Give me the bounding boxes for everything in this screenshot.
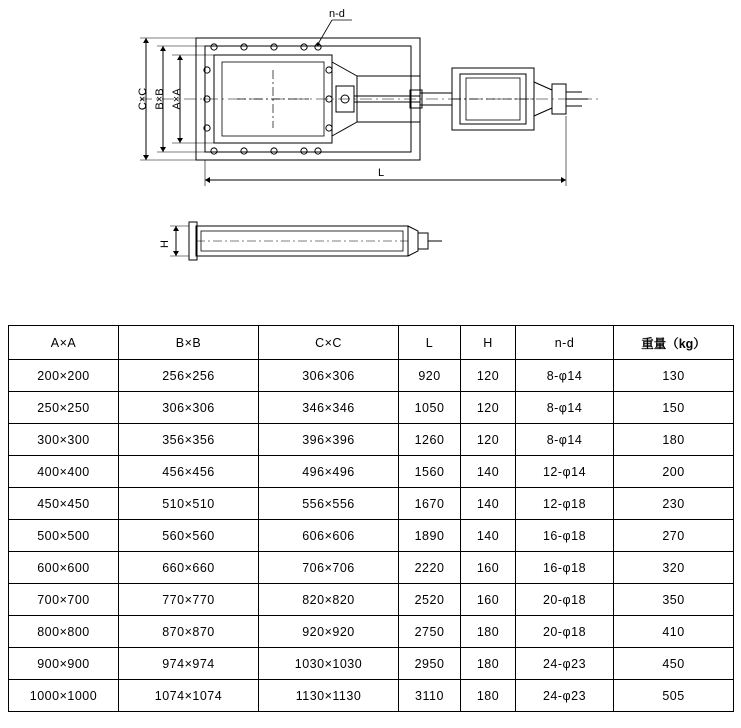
cell-nd: 16-φ18 — [516, 552, 614, 584]
cell-axa: 800×800 — [9, 616, 119, 648]
cell-cxc: 556×556 — [259, 488, 399, 520]
technical-drawing — [0, 0, 741, 310]
cell-nd: 12-φ18 — [516, 488, 614, 520]
column-header-cxc: C×C — [259, 326, 399, 360]
cell-cxc: 606×606 — [259, 520, 399, 552]
cell-nd: 8-φ14 — [516, 424, 614, 456]
cell-nd: 24-φ23 — [516, 648, 614, 680]
cell-cxc: 396×396 — [259, 424, 399, 456]
cell-h: 140 — [461, 488, 516, 520]
cell-bxb: 660×660 — [119, 552, 259, 584]
cell-weight: 450 — [614, 648, 734, 680]
cell-cxc: 920×920 — [259, 616, 399, 648]
cell-nd: 12-φ14 — [516, 456, 614, 488]
cell-axa: 200×200 — [9, 360, 119, 392]
cell-h: 120 — [461, 392, 516, 424]
cell-h: 120 — [461, 360, 516, 392]
cell-weight: 270 — [614, 520, 734, 552]
cell-bxb: 306×306 — [119, 392, 259, 424]
cell-l: 2750 — [399, 616, 461, 648]
table-body — [9, 360, 734, 712]
cell-h: 140 — [461, 456, 516, 488]
label-cxc: C×C — [137, 87, 149, 111]
table-row — [9, 616, 734, 648]
cell-weight: 505 — [614, 680, 734, 712]
cell-l: 1560 — [399, 456, 461, 488]
cell-nd: 24-φ23 — [516, 680, 614, 712]
cell-l: 1260 — [399, 424, 461, 456]
cell-nd: 8-φ14 — [516, 360, 614, 392]
cell-cxc: 706×706 — [259, 552, 399, 584]
cell-bxb: 1074×1074 — [119, 680, 259, 712]
label-axa: A×A — [171, 88, 183, 110]
cell-h: 140 — [461, 520, 516, 552]
label-n-d: n-d — [329, 8, 345, 20]
cell-cxc: 306×306 — [259, 360, 399, 392]
spec-table-container — [8, 325, 733, 712]
cell-l: 2220 — [399, 552, 461, 584]
cell-bxb: 770×770 — [119, 584, 259, 616]
cell-weight: 230 — [614, 488, 734, 520]
cell-l: 2950 — [399, 648, 461, 680]
cell-axa: 450×450 — [9, 488, 119, 520]
cell-axa: 600×600 — [9, 552, 119, 584]
cell-weight: 130 — [614, 360, 734, 392]
column-header-h: H — [461, 326, 516, 360]
cell-weight: 320 — [614, 552, 734, 584]
specification-table — [8, 325, 734, 712]
cell-axa: 300×300 — [9, 424, 119, 456]
cell-l: 920 — [399, 360, 461, 392]
table-row — [9, 552, 734, 584]
cell-weight: 150 — [614, 392, 734, 424]
cell-axa: 500×500 — [9, 520, 119, 552]
cell-axa: 900×900 — [9, 648, 119, 680]
cell-h: 180 — [461, 648, 516, 680]
table-row — [9, 680, 734, 712]
cell-weight: 200 — [614, 456, 734, 488]
table-row — [9, 456, 734, 488]
cell-h: 180 — [461, 616, 516, 648]
cell-axa: 400×400 — [9, 456, 119, 488]
cell-cxc: 1130×1130 — [259, 680, 399, 712]
table-row — [9, 392, 734, 424]
cell-weight: 180 — [614, 424, 734, 456]
cell-bxb: 870×870 — [119, 616, 259, 648]
cell-cxc: 820×820 — [259, 584, 399, 616]
column-header-nd: n-d — [516, 326, 614, 360]
table-row — [9, 520, 734, 552]
cell-l: 1050 — [399, 392, 461, 424]
cell-bxb: 456×456 — [119, 456, 259, 488]
cell-h: 120 — [461, 424, 516, 456]
cell-bxb: 256×256 — [119, 360, 259, 392]
column-header-l: L — [399, 326, 461, 360]
cell-bxb: 356×356 — [119, 424, 259, 456]
cell-cxc: 496×496 — [259, 456, 399, 488]
column-header-bxb: B×B — [119, 326, 259, 360]
cell-l: 3110 — [399, 680, 461, 712]
cell-cxc: 1030×1030 — [259, 648, 399, 680]
cell-l: 1890 — [399, 520, 461, 552]
cell-axa: 700×700 — [9, 584, 119, 616]
cell-axa: 1000×1000 — [9, 680, 119, 712]
label-height: H — [159, 240, 171, 248]
table-header-row — [9, 326, 734, 360]
table-row — [9, 424, 734, 456]
cell-h: 180 — [461, 680, 516, 712]
cell-l: 2520 — [399, 584, 461, 616]
cell-nd: 16-φ18 — [516, 520, 614, 552]
cell-nd: 8-φ14 — [516, 392, 614, 424]
cell-h: 160 — [461, 552, 516, 584]
cell-bxb: 974×974 — [119, 648, 259, 680]
cell-bxb: 560×560 — [119, 520, 259, 552]
table-row — [9, 648, 734, 680]
cell-h: 160 — [461, 584, 516, 616]
cell-cxc: 346×346 — [259, 392, 399, 424]
cell-l: 1670 — [399, 488, 461, 520]
cell-weight: 410 — [614, 616, 734, 648]
cell-nd: 20-φ18 — [516, 616, 614, 648]
cell-bxb: 510×510 — [119, 488, 259, 520]
cell-nd: 20-φ18 — [516, 584, 614, 616]
table-row — [9, 584, 734, 616]
column-header-weight: 重量（kg） — [614, 326, 734, 360]
table-row — [9, 488, 734, 520]
column-header-axa: A×A — [9, 326, 119, 360]
label-bxb: B×B — [154, 88, 166, 110]
cell-weight: 350 — [614, 584, 734, 616]
cell-axa: 250×250 — [9, 392, 119, 424]
label-length: L — [377, 167, 385, 179]
table-row — [9, 360, 734, 392]
